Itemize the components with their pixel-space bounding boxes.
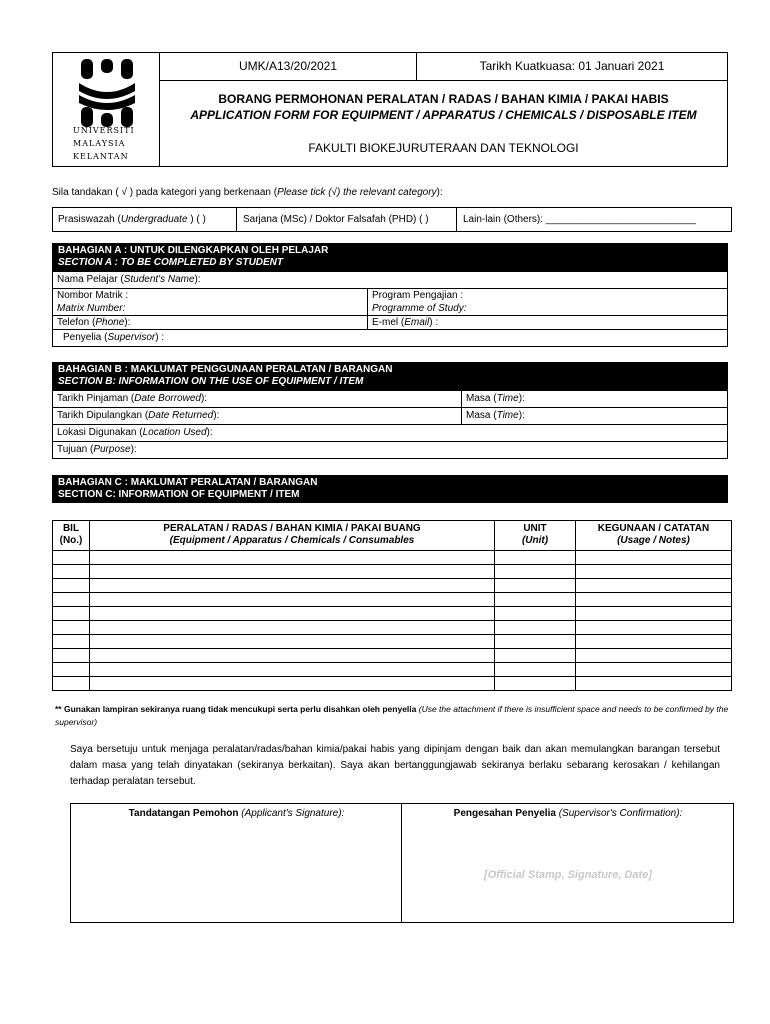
applicant-signature-area[interactable]: Tandatangan Pemohon (Applicant's Signature): bbox=[71, 804, 402, 922]
section-a bbox=[52, 243, 728, 347]
attachment-note: ** Gunakan lampiran sekiranya ruang tidak mencukupi serta perlu disahkan oleh penyelia (Use the attachment if there is insufficient space and needs to be confirmed by the supervisor) bbox=[55, 704, 729, 727]
table-row[interactable] bbox=[53, 551, 732, 565]
declaration-text: Saya bersetuju untuk menjaga peralatan/radas/bahan kimia/pakai habis yang dipinjam dengan baik dan akan memulangkan barangan tersebut dalam masa yang telah dinyatakan (sekiranya berkaitan). Saya akan bertanggungjawab sekiranya berlaku sebarang kerosakan / kehilangan terhadap peralatan tersebut. bbox=[70, 744, 720, 787]
logo-cell bbox=[53, 53, 160, 166]
phone-field[interactable]: Telefon (Phone): bbox=[53, 316, 368, 330]
section-a-header: BAHAGIAN A : UNTUK DILENGKAPKAN OLEH PELAJAR SECTION A : TO BE COMPLETED BY STUDENT bbox=[52, 243, 728, 271]
col-no-header: BIL (No.) bbox=[53, 521, 90, 551]
date-borrowed-field[interactable]: Tarikh Pinjaman (Date Borrowed): bbox=[53, 391, 462, 408]
category-option-postgraduate[interactable]: Sarjana (MSc) / Doktor Falsafah (PHD) ( ) bbox=[243, 214, 429, 225]
supervisor-confirmation-label: Pengesahan Penyelia bbox=[453, 808, 556, 819]
header-box bbox=[52, 52, 728, 167]
email-field[interactable]: E-mel (Email) : bbox=[368, 316, 728, 330]
umk-logo-icon bbox=[75, 57, 139, 129]
programme-field[interactable]: Program Pengajian : Programme of Study: bbox=[368, 289, 728, 316]
signature-box bbox=[70, 803, 734, 923]
faculty-name: FAKULTI BIOKEJURUTERAAN DAN TEKNOLOGI bbox=[308, 141, 579, 155]
matric-number-field[interactable]: Nombor Matrik : Matrix Number: bbox=[53, 289, 368, 316]
table-row[interactable] bbox=[53, 635, 732, 649]
table-row[interactable] bbox=[53, 593, 732, 607]
doc-code: UMK/A13/20/2021 bbox=[238, 59, 338, 73]
col-usage-header: KEGUNAAN / CATATAN (Usage / Notes) bbox=[576, 521, 732, 551]
equipment-table bbox=[52, 520, 732, 691]
table-row[interactable] bbox=[53, 663, 732, 677]
table-row[interactable] bbox=[53, 677, 732, 691]
purpose-field[interactable]: Tujuan (Purpose): bbox=[53, 442, 728, 459]
category-instruction: Sila tandakan ( √ ) pada kategori yang berkenaan (Please tick (√) the relevant category): bbox=[52, 187, 443, 198]
col-equipment-header: PERALATAN / RADAS / BAHAN KIMIA / PAKAI BUANG (Equipment / Apparatus / Chemicals / Consumables bbox=[90, 521, 495, 551]
student-name-field[interactable]: Nama Pelajar (Student's Name): bbox=[53, 272, 728, 289]
applicant-signature-label: Tandatangan Pemohon bbox=[128, 808, 239, 819]
logo-text-1: UNIVERSITI bbox=[73, 126, 135, 135]
table-row[interactable] bbox=[53, 565, 732, 579]
table-row[interactable] bbox=[53, 579, 732, 593]
supervisor-confirmation-area[interactable]: Pengesahan Penyelia (Supervisor's Confirmation): [Official Stamp, Signature, Date] bbox=[403, 804, 733, 922]
section-b-header: BAHAGIAN B : MAKLUMAT PENGGUNAAN PERALATAN / BARANGAN SECTION B: INFORMATION ON THE USE OF EQUIPMENT / ITEM bbox=[52, 362, 728, 390]
location-field[interactable]: Lokasi Digunakan (Location Used): bbox=[53, 425, 728, 442]
supervisor-field[interactable]: Penyelia (Supervisor) : bbox=[53, 330, 728, 347]
time-borrowed-field[interactable]: Masa (Time): bbox=[462, 391, 728, 408]
table-row[interactable] bbox=[53, 621, 732, 635]
section-b bbox=[52, 362, 728, 459]
category-option-others[interactable]: Lain-lain (Others): ___________________________ bbox=[463, 214, 696, 225]
time-returned-field[interactable]: Masa (Time): bbox=[462, 408, 728, 425]
table-row[interactable] bbox=[53, 649, 732, 663]
logo-text-3: KELANTAN bbox=[73, 152, 129, 161]
section-c-header: BAHAGIAN C : MAKLUMAT PERALATAN / BARANGAN SECTION C: INFORMATION OF EQUIPMENT / ITEM bbox=[52, 475, 728, 503]
logo-text-2: MALAYSIA bbox=[73, 139, 126, 148]
category-box bbox=[52, 207, 732, 232]
official-stamp-placeholder: [Official Stamp, Signature, Date] bbox=[484, 869, 652, 881]
date-returned-field[interactable]: Tarikh Dipulangkan (Date Returned): bbox=[53, 408, 462, 425]
title-en: APPLICATION FORM FOR EQUIPMENT / APPARATUS / CHEMICALS / DISPOSABLE ITEM bbox=[190, 108, 697, 122]
category-option-undergraduate[interactable]: Prasiswazah (Undergraduate ) ( ) bbox=[58, 214, 206, 225]
col-unit-header: UNIT (Unit) bbox=[495, 521, 576, 551]
title-ms: BORANG PERMOHONAN PERALATAN / RADAS / BAHAN KIMIA / PAKAI HABIS bbox=[218, 92, 669, 106]
effective-date: Tarikh Kuatkuasa: 01 Januari 2021 bbox=[479, 59, 665, 73]
table-row[interactable] bbox=[53, 607, 732, 621]
